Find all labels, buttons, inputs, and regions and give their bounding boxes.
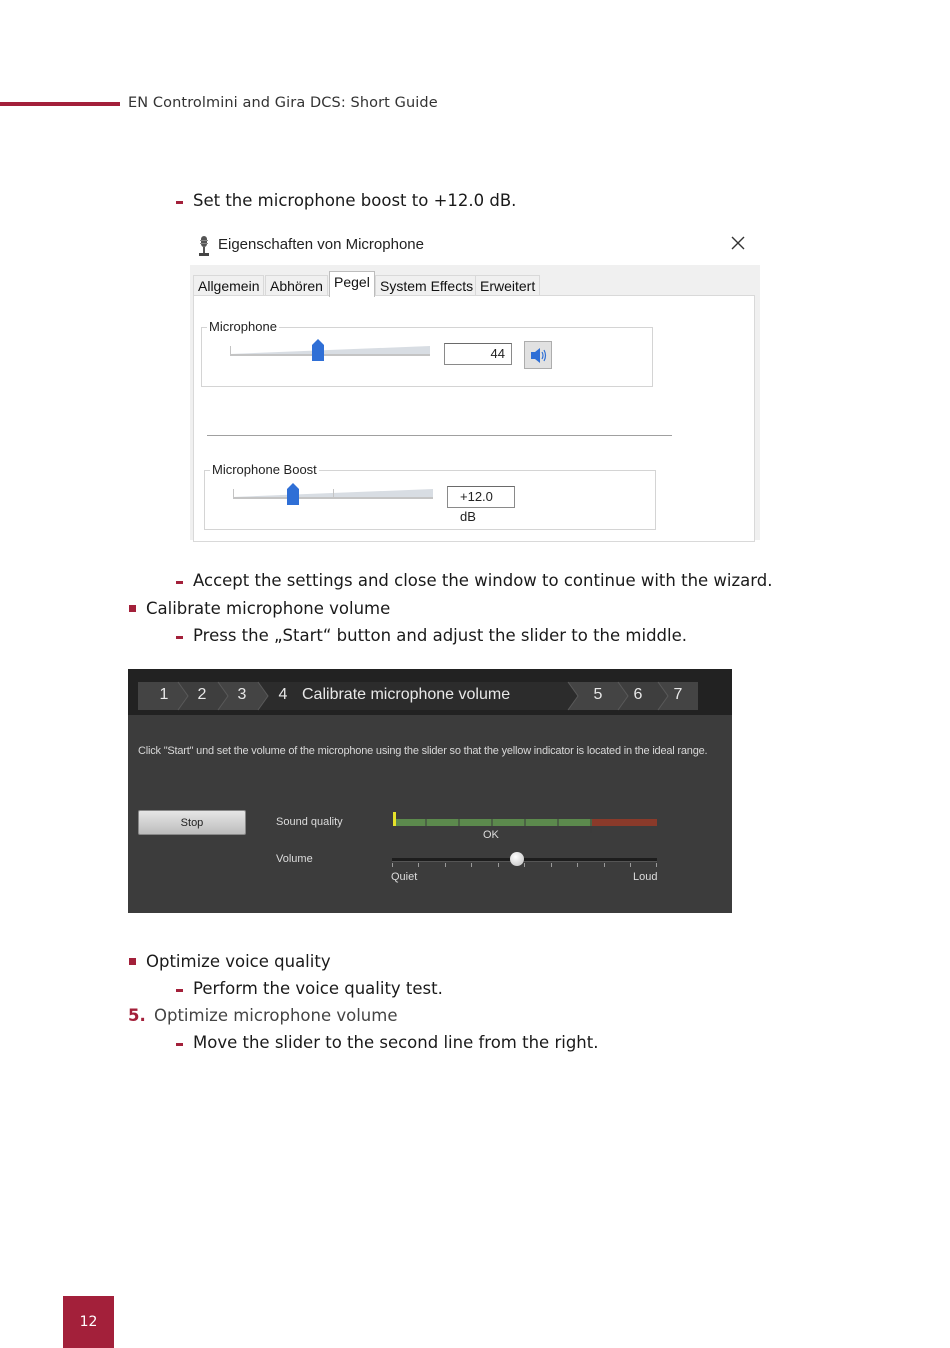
volume-tick (498, 863, 499, 867)
levels-panel (193, 295, 755, 542)
dash-bullet-mark (176, 201, 183, 204)
microphone-level-input[interactable]: 44 (444, 343, 512, 365)
volume-tick (630, 863, 631, 867)
bullet-text: Press the „Start“ button and adjust the slider to the middle. (193, 626, 687, 645)
wizard-step-4[interactable]: 4 (278, 686, 288, 703)
sound-quality-indicator (393, 812, 396, 826)
wizard-step-6[interactable]: 6 (633, 686, 643, 703)
volume-tick (577, 863, 578, 867)
bullet-text: Calibrate microphone volume (146, 599, 391, 618)
tab-system-effects[interactable]: System Effects (375, 275, 478, 296)
volume-slider-thumb[interactable] (510, 852, 524, 866)
volume-tick (551, 863, 552, 867)
bullet-text: Perform the voice quality test. (193, 979, 443, 998)
bullet-text: Accept the settings and close the window to continue with the wizard. (193, 571, 773, 590)
item-label: Optimize microphone volume (154, 1006, 398, 1025)
bullet-text: Optimize voice quality (146, 952, 331, 971)
speaker-icon[interactable] (524, 341, 552, 369)
sound-quality-label: Sound quality (276, 816, 343, 828)
dialog-title: Eigenschaften von Microphone (218, 236, 424, 253)
bullet-text: Set the microphone boost to +12.0 dB. (193, 191, 517, 210)
dash-bullet-mark (176, 581, 183, 584)
active-step-title: Calibrate microphone volume (302, 686, 511, 703)
boost-slider-track (233, 487, 433, 501)
microphone-slider-track (230, 344, 430, 358)
separator-line (207, 435, 672, 436)
wizard-step-bar (128, 669, 732, 715)
stop-button[interactable]: Stop (138, 810, 246, 835)
tab-allgemein[interactable]: Allgemein (193, 275, 264, 296)
tab-abhoeren[interactable]: Abhören (265, 275, 328, 296)
bullet-text: Move the slider to the second line from the right. (193, 1033, 599, 1052)
running-header: EN Controlmini and Gira DCS: Short Guide (128, 95, 438, 111)
wizard-step-3[interactable]: 3 (237, 686, 247, 703)
microphone-icon (198, 236, 210, 258)
microphone-slider-thumb[interactable] (312, 339, 324, 361)
volume-label: Volume (276, 853, 313, 865)
wizard-step-2[interactable]: 2 (197, 686, 207, 703)
boost-value-field: +12.0 dB (447, 486, 515, 508)
quality-status-text: OK (483, 829, 499, 841)
microphone-group-label: Microphone (209, 319, 277, 334)
close-icon[interactable] (730, 234, 746, 257)
quiet-label: Quiet (391, 871, 418, 883)
tab-erweitert[interactable]: Erweitert (475, 275, 540, 296)
volume-tick (418, 863, 419, 867)
wizard-step-7[interactable]: 7 (673, 686, 683, 703)
boost-slider-thumb[interactable] (287, 483, 299, 505)
volume-tick (656, 863, 657, 867)
dash-bullet-mark (176, 989, 183, 992)
item-number: 5. (128, 1006, 146, 1025)
tab-pegel[interactable]: Pegel (329, 271, 375, 297)
quality-meter-ticks (393, 819, 657, 833)
boost-group-label: Microphone Boost (212, 462, 317, 477)
wizard-step-5[interactable]: 5 (593, 686, 603, 703)
square-bullet-mark (129, 605, 136, 612)
volume-tick (445, 863, 446, 867)
volume-tick (524, 863, 525, 867)
loud-label: Loud (633, 871, 658, 883)
square-bullet-mark (129, 958, 136, 965)
volume-slider-track (392, 858, 657, 862)
dash-bullet-mark (176, 1043, 183, 1046)
volume-tick (392, 863, 393, 867)
header-accent-rule (0, 102, 120, 106)
dialog-body (190, 265, 760, 540)
calibration-wizard (128, 669, 732, 913)
wizard-instruction: Click "Start" und set the volume of the microphone using the slider so that the yellow indicator is located in the ideal range. (138, 745, 708, 757)
volume-tick (604, 863, 605, 867)
microphone-properties-dialog (190, 230, 760, 540)
page-number: 12 (63, 1296, 114, 1348)
volume-tick (471, 863, 472, 867)
dash-bullet-mark (176, 636, 183, 639)
wizard-step-1[interactable]: 1 (159, 686, 169, 703)
